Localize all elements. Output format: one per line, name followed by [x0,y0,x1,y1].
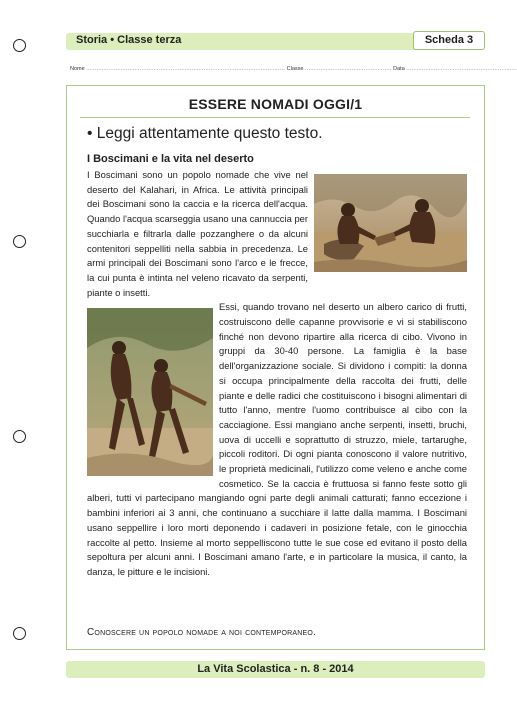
article-body [87,168,467,580]
binder-hole-icon [13,627,26,640]
learning-goal: Conoscere un popolo nomade a noi contemporaneo. [87,627,316,638]
sheet-number-tab: Scheda 3 [413,31,485,50]
name-label: Nome [70,66,85,72]
photo-bushmen-crouching-icon [314,174,467,272]
title-divider [80,117,470,118]
date-label: Data [393,66,405,72]
header-band [66,33,485,50]
instruction-text: • Leggi attentamente questo testo. [87,125,323,142]
binder-hole-icon [13,235,26,248]
paragraph: Essi, quando trovano nel deserto un albero carico di frutti, costruiscono delle capanne provvisorie e vi si stabiliscono finché non devono ripartire alla ricerca di cibo. Vivono in gruppi da 30-40 persone. La famiglia è la base dell'organizzazione sociale. Si dividono i compiti: la donna si occupa principalmente della raccolta dei frutti, delle piante e delle radici che costituiscono i bisogni alimentari di tutto l'anno, mentre l'uomo contribuisce al cibo con la cacciagione. Essi mangiano anche serpenti, insetti, bruchi, uova di uccelli e soprattutto di struzzo, miele, tartarughe, piccoli roditori. Di ogni pianta conoscono il valore nutritivo, le proprietà medicinali, l'utilizzo come veleno e anche come cosmetico. Se la caccia è fruttuosa si fanno feste sotto gli alberi, tutti vi partecipano mangiando ogni parte degli animali catturati; fanno eccezione i bambini inferiori ai 3 anni, che continuano a succhiare il latte dalla mamma. I Boscimani usano seppellire i loro morti deponendo i cadaveri in posizione fetale, con le ginocchia raccolte al petto. Insieme al morto seppelliscono tutte le sue cose ed evitano il posto della sepoltura per alcuni anni. I Boscimani amano l'arte, e in particolare la musica, il canto, la danza, le pitture e le incisioni. [87,301,467,577]
page-title: ESSERE NOMADI OGGI/1 [188,96,363,112]
section-heading: I Boscimani e la vita nel deserto [87,153,254,165]
class-label: Classe [286,66,304,72]
name-field[interactable]: ................................................................................................................... [86,66,287,72]
photo-bushmen-hunters-icon [87,308,213,476]
footer-band: La Vita Scolastica - n. 8 - 2014 [66,661,485,678]
date-field[interactable]: ................................................................ [406,66,517,72]
student-info-row [70,66,517,72]
binder-hole-icon [13,430,26,443]
binder-hole-icon [13,39,26,52]
paragraph: I Boscimani sono un popolo nomade che vive nel deserto del Kalahari, in Africa. Le attività principali dei Boscimani sono la caccia e la ricerca dell'acqua. Quando l'acqua scarseggia usano una cannuccia per succhiarla e filtrarla dalle pozzanghere o da alcuni contenitori seppelliti nella sabbia in precedenza. Le armi principali dei Boscimani sono l'arco e le frecce, la cui punta è intinta nel veleno ricavato da serpenti, piante o insetti. [87,169,308,298]
class-field[interactable]: .................................................. [305,66,394,72]
subject-label: Storia • Classe terza [76,34,182,46]
